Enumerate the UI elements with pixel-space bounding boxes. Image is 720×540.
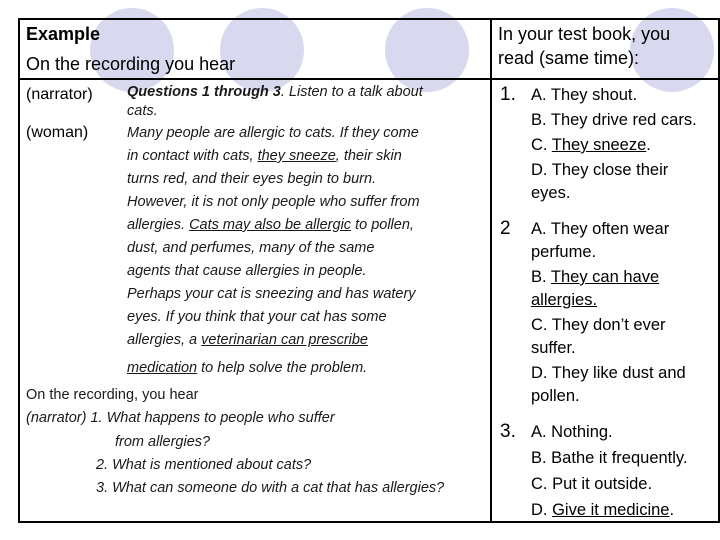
q1-option-d: D. They close their [531,161,669,179]
q2-option-a: A. They often wear [531,220,670,238]
underline-q2-answer-cont: allergies. [531,291,598,309]
passage-line-2: cats. [127,103,158,119]
header-test-book: In your test book, you [498,24,671,44]
passage-line-5: turns red, and their eyes begin to burn. [127,171,377,187]
speaker-narrator: (narrator) [26,86,93,103]
passage-line-12: allergies, a veterinarian can prescribe [127,332,368,348]
answer-number-2: 2 [500,218,511,239]
header-divider-left [18,78,490,80]
answer-number-1: 1. [500,84,516,105]
recording-q1-cont: from allergies? [115,434,211,450]
passage-line-4: in contact with cats, they sneeze, their skin [127,148,402,164]
passage-line-7: allergies. Cats may also be allergic to pollen, [127,217,414,233]
q2-option-b: B. They can have [531,268,660,286]
passage-line-1: Questions 1 through 3. Listen to a talk about [127,84,423,100]
passage-line-3: Many people are allergic to cats. If they come [127,125,419,141]
q3-option-b: B. Bathe it frequently. [531,449,688,467]
recording-intro: On the recording, you hear [26,387,199,403]
q2-option-a-cont: perfume. [531,243,597,261]
recording-q2: 2. What is mentioned about cats? [96,457,312,473]
q2-option-c-cont: suffer. [531,339,576,357]
q3-option-d: D. Give it medicine. [531,501,675,519]
q3-option-a: A. Nothing. [531,423,613,441]
passage-line-6: However, it is not only people who suffer from [127,194,420,210]
underline-veterinarian: veterinarian can prescribe [201,332,368,348]
underline-they-sneeze: they sneeze [257,148,336,164]
passage-title: Questions 1 through 3 [127,84,281,100]
q2-option-d: D. They like dust and [531,364,686,382]
q1-option-c: C. They sneeze. [531,136,651,154]
q2-option-d-cont: pollen. [531,387,580,405]
q2-option-c: C. They don’t ever [531,316,666,334]
speaker-woman: (woman) [26,124,89,141]
q1-option-d-cont: eyes. [531,184,571,202]
recording-q3: 3. What can someone do with a cat that has allergies? [96,480,445,496]
underline-q2-answer: They can have [550,268,660,286]
passage-line-10: Perhaps your cat is sneezing and has watery [127,286,416,302]
recording-q1: (narrator) 1. What happens to people who suffer [26,410,335,426]
underline-medication: medication [127,360,198,376]
q1-option-a: A. They shout. [531,86,638,104]
underline-cats-allergic: Cats may also be allergic [189,217,352,233]
q1-option-b: B. They drive red cars. [531,111,697,129]
q2-option-b-cont [531,289,597,312]
header-example: Example [26,24,101,44]
passage-line-9: agents that cause allergies in people. [127,263,367,279]
header-divider-right [490,78,720,80]
underline-q1-answer: They sneeze [551,136,647,154]
q3-option-c: C. Put it outside. [531,475,653,493]
header-read-same-time: read (same time): [498,48,640,68]
header-recording-hear: On the recording you hear [26,54,236,74]
answer-number-3: 3. [500,421,516,442]
passage-line-11: eyes. If you think that your cat has some [127,309,387,325]
column-divider [490,18,492,523]
underline-q3-answer: Give it medicine [552,501,670,519]
passage-line-13: medication to help solve the problem. [127,360,368,376]
passage-line-8: dust, and perfumes, many of the same [127,240,375,256]
